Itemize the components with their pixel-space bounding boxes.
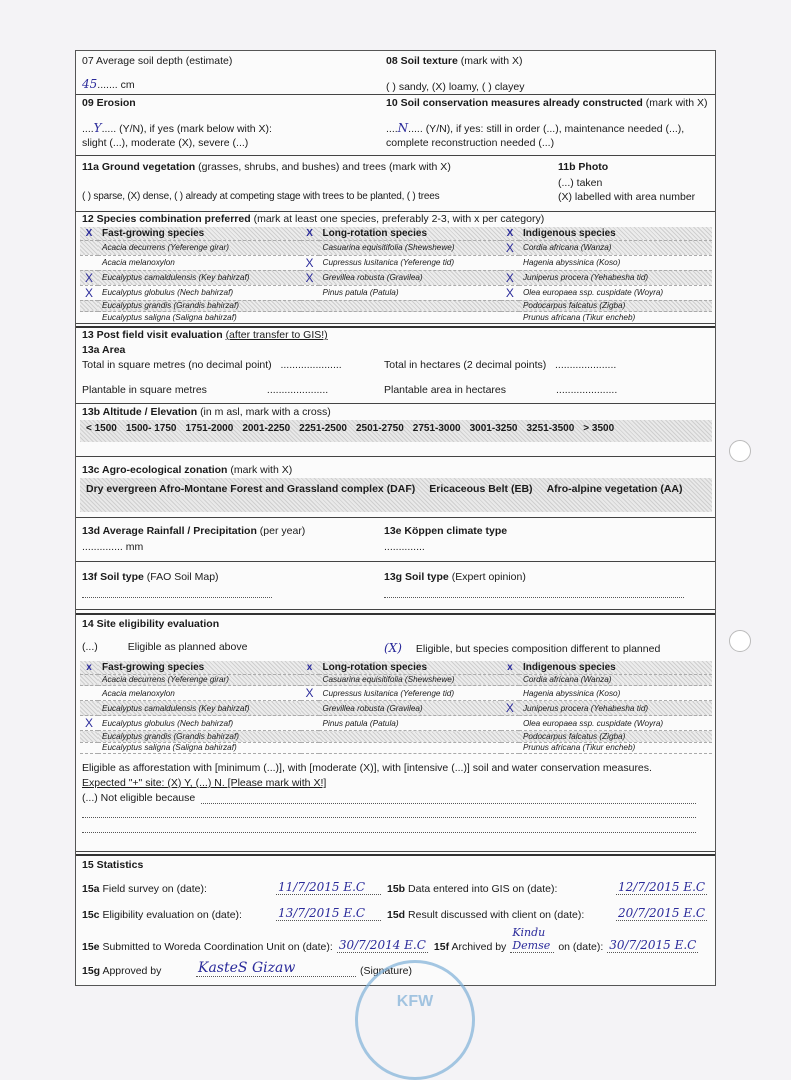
stats-row-g	[82, 955, 712, 977]
col-header: Indigenous species	[519, 661, 712, 674]
altitude-option[interactable]: 1500- 1750	[125, 423, 177, 434]
x-header: x	[301, 661, 319, 674]
result-discussed-value[interactable]: 20/7/2015 E.C	[618, 906, 706, 920]
species-checkbox[interactable]	[501, 742, 519, 754]
signature-label: (Signature)	[360, 965, 412, 977]
gis-entry-value[interactable]: 12/7/2015 E.C	[618, 880, 706, 894]
species-checkbox[interactable]	[301, 731, 319, 743]
species-name: Grevillea robusta (Gravilea)	[319, 701, 501, 716]
species-name: Eucalyptus grandis (Grandis bahirzaf)	[98, 731, 301, 743]
species-name: Olea europaea ssp. cuspidate (Woyra)	[519, 285, 712, 300]
archived-value[interactable]: 30/7/2015 E.C	[609, 938, 697, 952]
punch-hole	[729, 630, 751, 652]
species-name: Eucalyptus saligna (Saligna bahirzaf)	[98, 312, 301, 324]
species-checkbox[interactable]	[80, 240, 98, 255]
approved-by: 15g Approved by	[82, 965, 162, 977]
species-name: Acacia melanoxylon	[98, 686, 301, 701]
s13f-label: 13f Soil type (FAO Soil Map)	[82, 571, 219, 583]
species-checkbox[interactable]	[80, 674, 98, 686]
species-row	[80, 285, 712, 300]
altitude-option[interactable]: 2501-2750	[355, 423, 404, 434]
species-name: Cordia africana (Wanza)	[519, 240, 712, 255]
s14-label: 14 Site eligibility evaluation	[82, 618, 220, 630]
species-name: Podocarpus falcatus (Zigba)	[519, 300, 712, 312]
species-checkbox[interactable]	[301, 716, 319, 731]
species-name: Podocarpus falcatus (Zigba)	[519, 731, 712, 743]
species-name: Cupressus lusitanica (Yeferenge tid)	[319, 255, 501, 270]
col-header: Indigenous species	[519, 227, 712, 240]
conservation-reconstruction: complete reconstruction needed (...)	[386, 137, 555, 149]
species-checkbox[interactable]: X	[501, 240, 519, 255]
species-row	[80, 240, 712, 255]
species-checkbox[interactable]	[501, 312, 519, 324]
species-checkbox[interactable]	[301, 674, 319, 686]
species-name: Pinus patula (Patula)	[319, 285, 501, 300]
s09-label: 09 Erosion	[82, 97, 136, 109]
submitted-date: 15e Submitted to Woreda Coordination Unit on (date):	[82, 941, 333, 953]
species-name: Eucalyptus camaldulensis (Key bahirzaf)	[98, 270, 301, 285]
photo-labelled[interactable]: (X) labelled with area number	[558, 191, 696, 203]
species-checkbox[interactable]: X	[301, 255, 319, 270]
soil-texture-options[interactable]: ( ) sandy, (X) loamy, ( ) clayey	[386, 81, 525, 93]
reason-line[interactable]	[82, 817, 696, 818]
species-checkbox[interactable]: X	[501, 285, 519, 300]
altitude-option[interactable]: 3251-3500	[526, 423, 575, 434]
species-name: Eucalyptus saligna (Saligna bahirzaf)	[98, 742, 301, 754]
species-name: Eucalyptus globulus (Nech bahirzaf)	[98, 285, 301, 300]
gis-entry-date: 15b Data entered into GIS on (date):	[387, 883, 558, 895]
s13-label: 13 Post field visit evaluation (after transfer to GIS!)	[82, 329, 328, 341]
species-name: Cordia africana (Wanza)	[519, 674, 712, 686]
species-name: Prunus africana (Tikur encheb)	[519, 312, 712, 324]
species-checkbox[interactable]	[80, 701, 98, 716]
plantable-ha-field[interactable]: Plantable area in hectares .....................	[384, 384, 618, 396]
species-checkbox[interactable]	[501, 674, 519, 686]
species-checkbox[interactable]	[501, 255, 519, 270]
species-row	[80, 255, 712, 270]
species-checkbox[interactable]	[301, 312, 319, 324]
vegetation-options[interactable]: ( ) sparse, (X) dense, ( ) already at competing stage with trees to be planted, ( ) trees	[82, 191, 440, 202]
species-name: Prunus africana (Tikur encheb)	[519, 742, 712, 754]
species-name: Juniperus procera (Yehabesha tid)	[519, 270, 712, 285]
erosion-field[interactable]: ....Y..... (Y/N), if yes (mark below with X):	[82, 121, 272, 135]
species-name	[319, 312, 501, 324]
species-name: Cupressus lusitanica (Yeferenge tid)	[319, 686, 501, 701]
species-name: Eucalyptus grandis (Grandis bahirzaf)	[98, 300, 301, 312]
x-header: x	[501, 661, 519, 674]
species-table-12	[80, 227, 712, 324]
species-name: Pinus patula (Patula)	[319, 716, 501, 731]
eligibility-value[interactable]: 13/7/2015 E.C	[276, 906, 381, 921]
result-discussed-date: 15d Result discussed with client on (date):	[387, 909, 585, 921]
altitude-option[interactable]: 2001-2250	[242, 423, 291, 434]
s13e-label: 13e Köppen climate type	[384, 525, 508, 537]
agro-zone-aa[interactable]: Afro-alpine vegetation (AA)	[546, 483, 683, 495]
approver-signature[interactable]: KasteS Gizaw	[196, 960, 356, 977]
soil-depth-unit: cm	[120, 79, 135, 91]
species-name: Juniperus procera (Yehabesha tid)	[519, 701, 712, 716]
s13c-label: 13c Agro-ecological zonation (mark with X)	[82, 464, 293, 476]
erosion-severity[interactable]: slight (...), moderate (X), severe (...)	[82, 137, 249, 149]
species-name	[319, 731, 501, 743]
soil-depth-field[interactable]: 45....... cm	[82, 77, 135, 91]
altitude-option[interactable]: 2751-3000	[412, 423, 461, 434]
total-ha-field[interactable]: Total in hectares (2 decimal points) .....................	[384, 359, 617, 371]
site-description-form	[75, 50, 716, 986]
species-checkbox[interactable]: X	[80, 716, 98, 731]
species-checkbox[interactable]	[301, 285, 319, 300]
species-name	[319, 742, 501, 754]
x-header: X	[80, 227, 98, 240]
species-name: Casuarina equisitifolia (Shewshewe)	[319, 240, 501, 255]
s11b-label: 11b Photo	[558, 161, 609, 173]
s15-label: 15 Statistics	[82, 859, 144, 871]
species-row	[80, 270, 712, 285]
species-checkbox[interactable]	[80, 255, 98, 270]
species-row	[80, 701, 712, 716]
col-header: Fast-growing species	[98, 227, 301, 240]
species-checkbox[interactable]	[301, 742, 319, 754]
stats-row-ab	[82, 875, 712, 895]
species-name: Grevillea robusta (Gravilea)	[319, 270, 501, 285]
s13g-label: 13g Soil type (Expert opinion)	[384, 571, 526, 583]
species-checkbox[interactable]	[301, 300, 319, 312]
species-name: Eucalyptus globulus (Nech bahirzaf)	[98, 716, 301, 731]
plantable-sqm-field[interactable]: Plantable in square metres .....................	[82, 384, 329, 396]
species-name: Hagenia abyssinica (Koso)	[519, 686, 712, 701]
agro-zone-options	[86, 483, 706, 495]
not-eligible[interactable]: (...) Not eligible because	[82, 792, 696, 804]
archived-on-label: on (date):	[558, 941, 604, 953]
field-survey-date: 15a Field survey on (date):	[82, 883, 207, 895]
species-table-14	[80, 661, 712, 754]
expected-site[interactable]: Expected "+" site: (X) Y, (...) N. [Please mark with X!]	[82, 777, 327, 789]
total-sqm-field[interactable]: Total in square metres (no decimal point) .....................	[82, 359, 342, 371]
x-header: X	[301, 227, 319, 240]
species-checkbox[interactable]: X	[80, 270, 98, 285]
afforestation-text: Eligible as afforestation with [minimum (...)], with [moderate (X)], with [intensive (...)] soil and water conservation measures.	[82, 762, 652, 774]
reason-line[interactable]	[82, 832, 696, 833]
species-checkbox[interactable]	[501, 686, 519, 701]
eligibility-date: 15c Eligibility evaluation on (date):	[82, 909, 242, 921]
s08-label: 08 Soil texture (mark with X)	[386, 55, 523, 67]
soil-depth-value: 45	[82, 77, 98, 91]
species-row	[80, 300, 712, 312]
species-checkbox[interactable]	[501, 716, 519, 731]
species-row	[80, 716, 712, 731]
species-name: Acacia decurrens (Yeferenge girar)	[98, 240, 301, 255]
altitude-options	[86, 423, 614, 434]
s12-label: 12 Species combination preferred (mark at least one species, preferably 2-3, with x per category)	[82, 213, 545, 225]
x-header: x	[80, 661, 98, 674]
altitude-option[interactable]: 1751-2000	[185, 423, 234, 434]
altitude-option[interactable]: 3001-3250	[469, 423, 518, 434]
photo-taken[interactable]: (...) taken	[558, 177, 603, 189]
col-header: Long-rotation species	[319, 227, 501, 240]
species-checkbox[interactable]: X	[301, 270, 319, 285]
expert-soil-field[interactable]	[384, 597, 684, 598]
species-name: Acacia decurrens (Yeferenge girar)	[98, 674, 301, 686]
stats-row-cd	[82, 901, 712, 921]
species-row	[80, 686, 712, 701]
species-checkbox[interactable]	[301, 240, 319, 255]
altitude-option[interactable]: < 1500	[86, 423, 117, 434]
eligible-different-species[interactable]: (X) Eligible, but species composition different to planned	[384, 641, 661, 655]
species-checkbox[interactable]	[501, 300, 519, 312]
eligible-as-planned[interactable]: (...) Eligible as planned above	[82, 641, 248, 653]
species-name: Acacia melanoxylon	[98, 255, 301, 270]
species-checkbox[interactable]: X	[501, 270, 519, 285]
submitted-value[interactable]: 30/7/2014 E.C	[338, 938, 426, 952]
species-name: Olea europaea ssp. cuspidate (Woyra)	[519, 716, 712, 731]
species-checkbox[interactable]	[80, 731, 98, 743]
s11a-label: 11a Ground vegetation (grasses, shrubs, and bushes) and trees (mark with X)	[82, 161, 451, 173]
species-checkbox[interactable]	[80, 742, 98, 754]
s13d-label: 13d Average Rainfall / Precipitation (per year)	[82, 525, 306, 537]
punch-hole	[729, 440, 751, 462]
agro-zone-daf[interactable]: Dry evergreen Afro-Montane Forest and Grassland complex (DAF)	[86, 483, 416, 495]
col-header: Fast-growing species	[98, 661, 301, 674]
s10-label: 10 Soil conservation measures already constructed (mark with X)	[386, 97, 708, 109]
species-checkbox[interactable]	[80, 300, 98, 312]
species-checkbox[interactable]	[501, 731, 519, 743]
species-row	[80, 674, 712, 686]
fao-soil-field[interactable]	[82, 597, 272, 598]
s13a-label: 13a Area	[82, 344, 126, 356]
species-row	[80, 742, 712, 754]
altitude-option[interactable]: > 3500	[583, 423, 615, 434]
species-row	[80, 312, 712, 324]
conservation-field[interactable]: ....N..... (Y/N), if yes: still in order (...), maintenance needed (...),	[386, 121, 685, 135]
species-name: Casuarina equisitifolia (Shewshewe)	[319, 674, 501, 686]
agro-zone-eb[interactable]: Ericaceous Belt (EB)	[429, 483, 533, 495]
species-name	[319, 300, 501, 312]
species-checkbox[interactable]	[80, 686, 98, 701]
rainfall-field[interactable]: .............. mm	[82, 541, 144, 553]
s13b-label: 13b Altitude / Elevation (in m asl, mark with a cross)	[82, 406, 331, 418]
species-checkbox[interactable]: X	[501, 701, 519, 716]
x-header: X	[501, 227, 519, 240]
archived-by: 15f Archived by	[433, 941, 507, 953]
archived-by-name[interactable]: Kindu Demse	[510, 926, 554, 953]
stamp-text: KFW	[396, 993, 434, 1010]
col-header: Long-rotation species	[319, 661, 501, 674]
stats-row-ef	[82, 923, 712, 953]
species-checkbox[interactable]: X	[80, 285, 98, 300]
field-survey-value[interactable]: 11/7/2015 E.C	[276, 880, 381, 895]
species-checkbox[interactable]	[301, 701, 319, 716]
species-checkbox[interactable]: X	[301, 686, 319, 701]
species-row	[80, 731, 712, 743]
species-name: Eucalyptus camaldulensis (Key bahirzaf)	[98, 701, 301, 716]
species-checkbox[interactable]	[80, 312, 98, 324]
s07-label: 07 Average soil depth (estimate)	[82, 55, 233, 67]
koppen-field[interactable]: ..............	[384, 541, 425, 553]
altitude-option[interactable]: 2251-2500	[299, 423, 347, 434]
species-name: Hagenia abyssinica (Koso)	[519, 255, 712, 270]
